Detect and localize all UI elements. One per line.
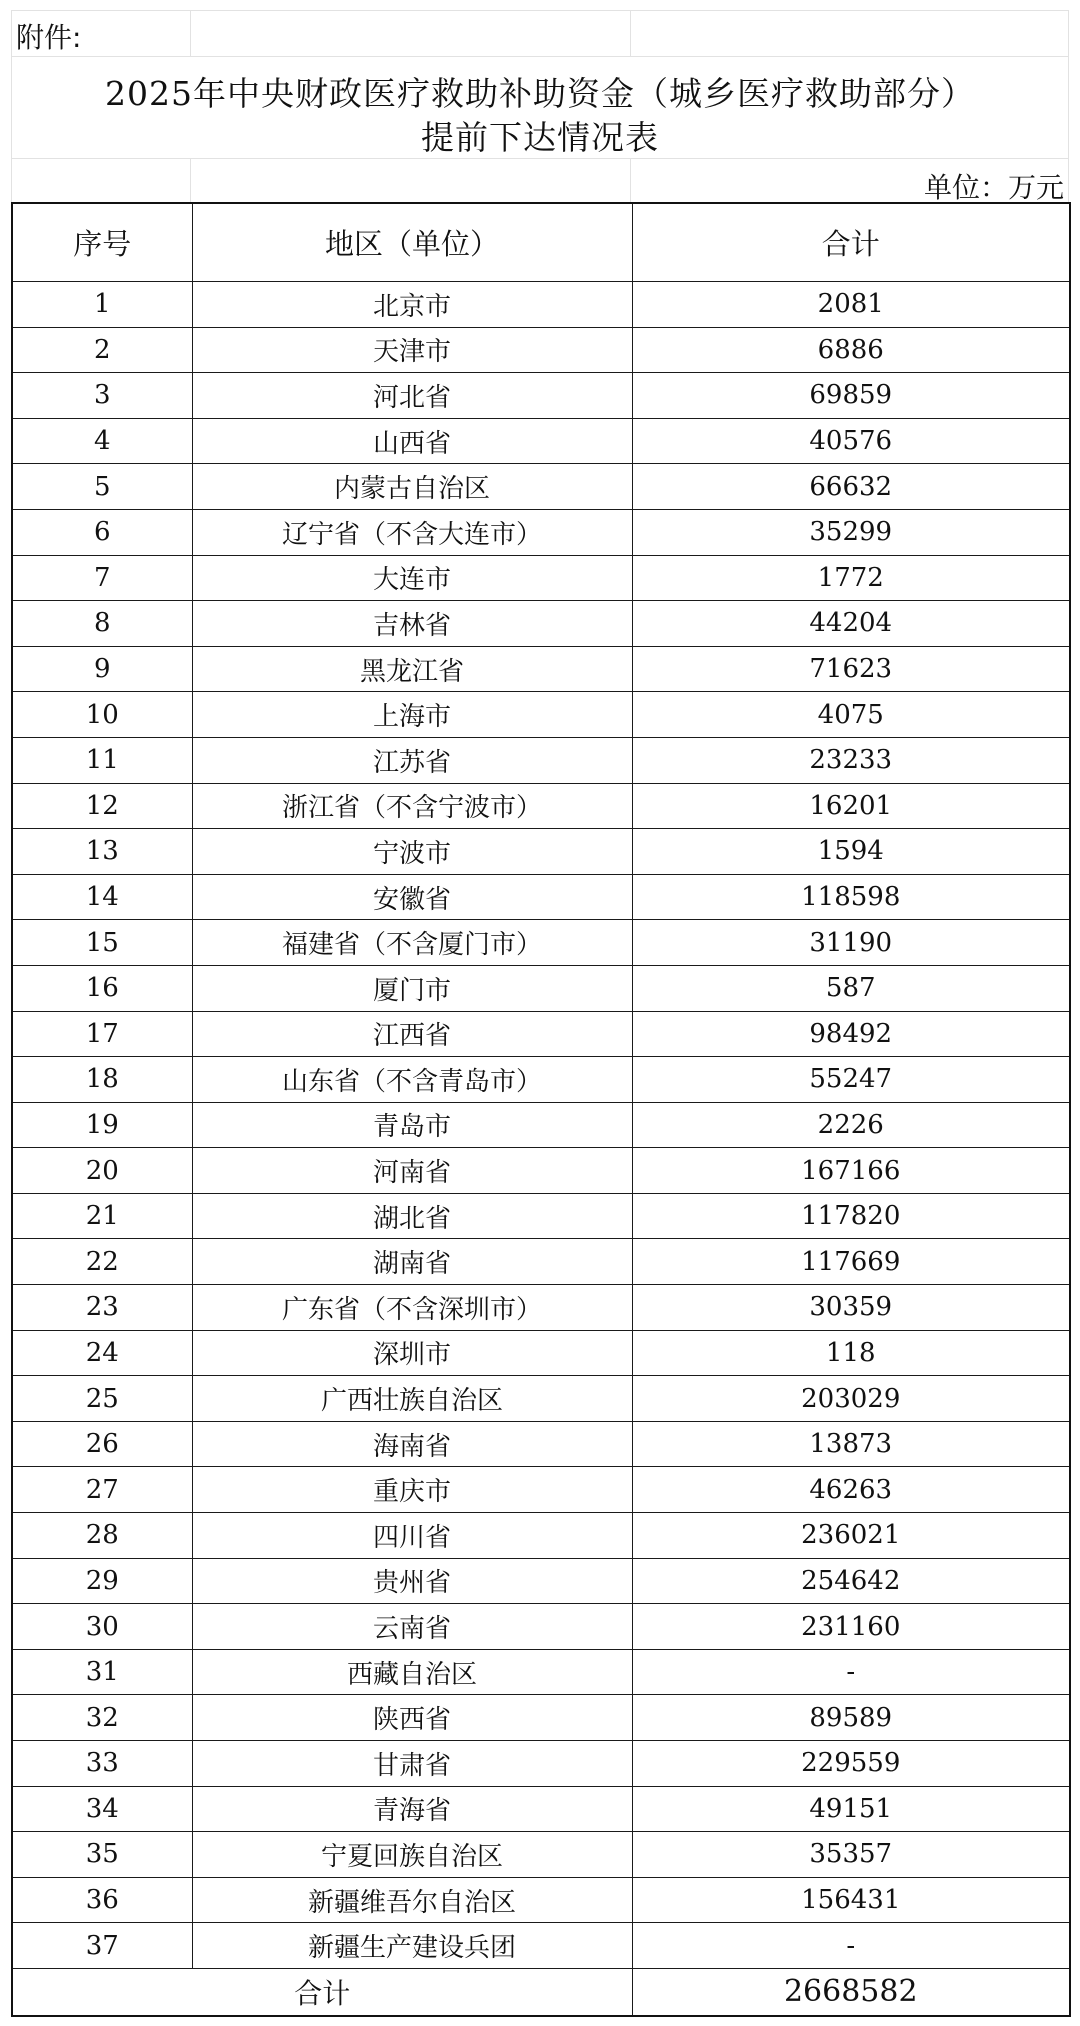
amount-cell: 117820 <box>632 1193 1070 1239</box>
region-cell: 山东省（不含青岛市） <box>192 1057 632 1103</box>
amount-cell: - <box>632 1923 1070 1969</box>
amount-cell: 66632 <box>632 464 1070 510</box>
amount-cell: 254642 <box>632 1558 1070 1604</box>
row-number-cell: 34 <box>12 1786 192 1832</box>
gridline <box>190 158 191 202</box>
region-cell: 山西省 <box>192 418 632 464</box>
header-region: 地区（单位） <box>192 203 632 282</box>
table-row <box>12 373 1070 419</box>
row-number-cell: 33 <box>12 1741 192 1787</box>
row-number-cell: 24 <box>12 1330 192 1376</box>
table-row <box>12 1239 1070 1285</box>
row-number-cell: 3 <box>12 373 192 419</box>
table-row <box>12 327 1070 373</box>
row-number-cell: 26 <box>12 1421 192 1467</box>
row-number-cell: 30 <box>12 1604 192 1650</box>
gridline <box>11 56 1069 57</box>
table-row <box>12 1467 1070 1513</box>
row-number-cell: 15 <box>12 920 192 966</box>
table-row <box>12 509 1070 555</box>
amount-cell: 71623 <box>632 646 1070 692</box>
region-cell: 大连市 <box>192 555 632 601</box>
row-number-cell: 7 <box>12 555 192 601</box>
region-cell: 内蒙古自治区 <box>192 464 632 510</box>
amount-cell: 4075 <box>632 692 1070 738</box>
region-cell: 青海省 <box>192 1786 632 1832</box>
table-row <box>12 282 1070 328</box>
row-number-cell: 31 <box>12 1649 192 1695</box>
header-no: 序号 <box>12 203 192 282</box>
row-number-cell: 28 <box>12 1513 192 1559</box>
region-cell: 天津市 <box>192 327 632 373</box>
region-cell: 福建省（不含厦门市） <box>192 920 632 966</box>
amount-cell: 229559 <box>632 1741 1070 1787</box>
row-number-cell: 35 <box>12 1832 192 1878</box>
amount-cell: 6886 <box>632 327 1070 373</box>
table-row <box>12 1193 1070 1239</box>
header-total: 合计 <box>632 203 1070 282</box>
amount-cell: 30359 <box>632 1285 1070 1331</box>
region-cell: 广西壮族自治区 <box>192 1376 632 1422</box>
amount-cell: 16201 <box>632 783 1070 829</box>
row-number-cell: 36 <box>12 1877 192 1923</box>
table-row <box>12 1376 1070 1422</box>
row-number-cell: 10 <box>12 692 192 738</box>
row-number-cell: 18 <box>12 1057 192 1103</box>
table-row <box>12 1558 1070 1604</box>
page-subtitle: 提前下达情况表 <box>421 118 659 157</box>
table-row <box>12 646 1070 692</box>
row-number-cell: 11 <box>12 737 192 783</box>
row-number-cell: 12 <box>12 783 192 829</box>
table-row <box>12 1877 1070 1923</box>
table-row <box>12 1102 1070 1148</box>
region-cell: 河北省 <box>192 373 632 419</box>
row-number-cell: 14 <box>12 874 192 920</box>
region-cell: 重庆市 <box>192 1467 632 1513</box>
total-label: 合计 <box>12 1968 632 2016</box>
row-number-cell: 21 <box>12 1193 192 1239</box>
table-row <box>12 829 1070 875</box>
row-number-cell: 6 <box>12 509 192 555</box>
table-row <box>12 1285 1070 1331</box>
row-number-cell: 13 <box>12 829 192 875</box>
region-cell: 宁夏回族自治区 <box>192 1832 632 1878</box>
row-number-cell: 9 <box>12 646 192 692</box>
amount-cell: 118598 <box>632 874 1070 920</box>
table-row <box>12 783 1070 829</box>
region-cell: 厦门市 <box>192 965 632 1011</box>
amount-cell: 156431 <box>632 1877 1070 1923</box>
gridline <box>630 10 631 56</box>
region-cell: 新疆生产建设兵团 <box>192 1923 632 1969</box>
table-row <box>12 1011 1070 1057</box>
row-number-cell: 27 <box>12 1467 192 1513</box>
region-cell: 河南省 <box>192 1148 632 1194</box>
region-cell: 四川省 <box>192 1513 632 1559</box>
region-cell: 湖南省 <box>192 1239 632 1285</box>
region-cell: 新疆维吾尔自治区 <box>192 1877 632 1923</box>
table-row <box>12 1330 1070 1376</box>
page-title: 2025年中央财政医疗救助补助资金（城乡医疗救助部分） <box>105 74 975 113</box>
table-row <box>12 1695 1070 1741</box>
table-row <box>12 692 1070 738</box>
table-row <box>12 1604 1070 1650</box>
row-number-cell: 2 <box>12 327 192 373</box>
total-row <box>12 1968 1070 2016</box>
row-number-cell: 8 <box>12 601 192 647</box>
amount-cell: 203029 <box>632 1376 1070 1422</box>
region-cell: 浙江省（不含宁波市） <box>192 783 632 829</box>
region-cell: 上海市 <box>192 692 632 738</box>
region-cell: 北京市 <box>192 282 632 328</box>
amount-cell: 31190 <box>632 920 1070 966</box>
region-cell: 湖北省 <box>192 1193 632 1239</box>
amount-cell: 49151 <box>632 1786 1070 1832</box>
region-cell: 云南省 <box>192 1604 632 1650</box>
row-number-cell: 25 <box>12 1376 192 1422</box>
region-cell: 江西省 <box>192 1011 632 1057</box>
gridline <box>630 158 631 202</box>
amount-cell: 231160 <box>632 1604 1070 1650</box>
row-number-cell: 19 <box>12 1102 192 1148</box>
row-number-cell: 1 <box>12 282 192 328</box>
gridline <box>11 10 1069 11</box>
amount-cell: 23233 <box>632 737 1070 783</box>
table-row <box>12 1923 1070 1969</box>
amount-cell: 46263 <box>632 1467 1070 1513</box>
row-number-cell: 16 <box>12 965 192 1011</box>
region-cell: 广东省（不含深圳市） <box>192 1285 632 1331</box>
amount-cell: 98492 <box>632 1011 1070 1057</box>
row-number-cell: 22 <box>12 1239 192 1285</box>
region-cell: 安徽省 <box>192 874 632 920</box>
region-cell: 吉林省 <box>192 601 632 647</box>
amount-cell: 587 <box>632 965 1070 1011</box>
amount-cell: 2081 <box>632 282 1070 328</box>
region-cell: 江苏省 <box>192 737 632 783</box>
amount-cell: 40576 <box>632 418 1070 464</box>
amount-cell: 69859 <box>632 373 1070 419</box>
amount-cell: 1594 <box>632 829 1070 875</box>
table-header-row <box>12 203 1070 282</box>
amount-cell: 236021 <box>632 1513 1070 1559</box>
amount-cell: 118 <box>632 1330 1070 1376</box>
row-number-cell: 5 <box>12 464 192 510</box>
row-number-cell: 32 <box>12 1695 192 1741</box>
amount-cell: 44204 <box>632 601 1070 647</box>
row-number-cell: 20 <box>12 1148 192 1194</box>
row-number-cell: 17 <box>12 1011 192 1057</box>
amount-cell: 167166 <box>632 1148 1070 1194</box>
table-row <box>12 418 1070 464</box>
row-number-cell: 4 <box>12 418 192 464</box>
amount-cell: 35357 <box>632 1832 1070 1878</box>
region-cell: 宁波市 <box>192 829 632 875</box>
amount-cell: 117669 <box>632 1239 1070 1285</box>
total-value: 2668582 <box>632 1968 1070 2016</box>
table-row <box>12 1513 1070 1559</box>
region-cell: 深圳市 <box>192 1330 632 1376</box>
amount-cell: - <box>632 1649 1070 1695</box>
region-cell: 黑龙江省 <box>192 646 632 692</box>
table-row <box>12 920 1070 966</box>
region-cell: 贵州省 <box>192 1558 632 1604</box>
table-row <box>12 464 1070 510</box>
region-cell: 陕西省 <box>192 1695 632 1741</box>
table-row <box>12 1649 1070 1695</box>
table-row <box>12 1741 1070 1787</box>
attachment-label: 附件: <box>16 21 82 54</box>
table-row <box>12 737 1070 783</box>
amount-cell: 35299 <box>632 509 1070 555</box>
row-number-cell: 23 <box>12 1285 192 1331</box>
region-cell: 青岛市 <box>192 1102 632 1148</box>
amount-cell: 89589 <box>632 1695 1070 1741</box>
table-row <box>12 1421 1070 1467</box>
unit-label: 单位：万元 <box>923 171 1064 204</box>
region-cell: 甘肃省 <box>192 1741 632 1787</box>
amount-cell: 55247 <box>632 1057 1070 1103</box>
table-row <box>12 1832 1070 1878</box>
table-row <box>12 965 1070 1011</box>
region-cell: 海南省 <box>192 1421 632 1467</box>
funding-table <box>11 202 1071 2017</box>
table-row <box>12 874 1070 920</box>
region-cell: 西藏自治区 <box>192 1649 632 1695</box>
row-number-cell: 37 <box>12 1923 192 1969</box>
gridline <box>190 10 191 56</box>
table-row <box>12 1148 1070 1194</box>
table-row <box>12 1786 1070 1832</box>
region-cell: 辽宁省（不含大连市） <box>192 509 632 555</box>
table-row <box>12 601 1070 647</box>
row-number-cell: 29 <box>12 1558 192 1604</box>
amount-cell: 13873 <box>632 1421 1070 1467</box>
table-row <box>12 1057 1070 1103</box>
amount-cell: 2226 <box>632 1102 1070 1148</box>
table-row <box>12 555 1070 601</box>
amount-cell: 1772 <box>632 555 1070 601</box>
